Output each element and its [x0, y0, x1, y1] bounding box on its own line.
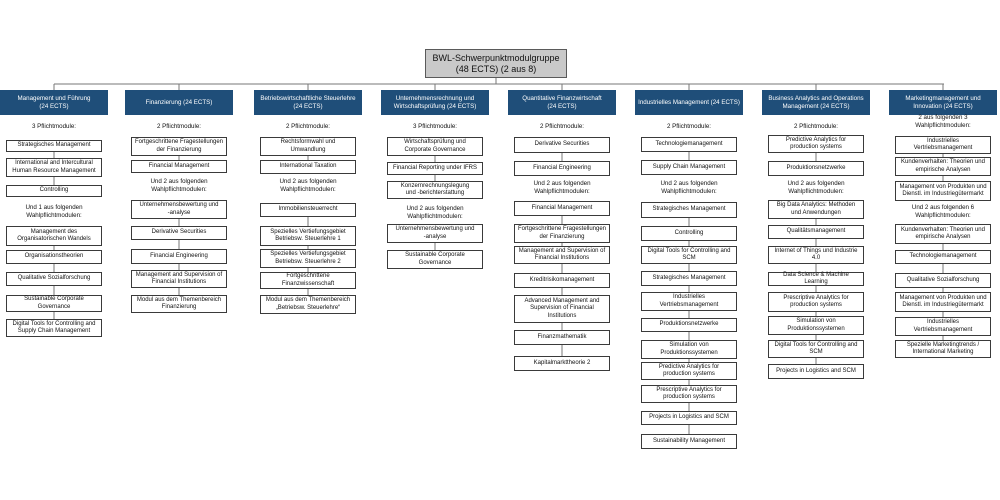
- module-box: Technologiemanagement: [641, 137, 737, 152]
- module-group-label: 2 aus folgenden 3 Wahlpflichtmodulen:: [915, 114, 971, 129]
- module-box: Industrielles Vertriebsmanagement: [641, 292, 737, 311]
- module-box: Organisationstheorien: [6, 250, 102, 264]
- module-box: Fortgeschrittene Fragestellungen der Finanzierung: [514, 224, 610, 243]
- root-title: BWL-Schwerpunktmodulgruppe: [432, 52, 560, 63]
- column-header: Management und Führung (24 ECTS): [0, 90, 108, 115]
- module-box: Wirtschaftsprüfung und Corporate Governance: [387, 137, 483, 156]
- module-box: Projects in Logistics and SCM: [768, 364, 864, 379]
- module-box: Fortgeschrittene Fragestellungen der Finanzierung: [131, 137, 227, 156]
- column-3: [254, 90, 362, 311]
- module-group-label: Und 2 aus folgenden Wahlpflichtmodulen:: [406, 205, 464, 220]
- module-box: Management von Produkten und Dienstl. im Industriegütermarkt: [895, 181, 991, 201]
- module-box: Management and Supervision of Financial Institutions: [514, 246, 610, 264]
- module-box: Produktionsnetzwerke: [768, 161, 864, 176]
- module-box: Technologiemanagement: [895, 250, 991, 264]
- module-box: Qualitätsmanagement: [768, 225, 864, 239]
- module-box: Spezielle Marketingtrends / International Marketing: [895, 340, 991, 358]
- module-box: Produktionsnetzwerke: [641, 318, 737, 332]
- module-group-label: Und 2 aus folgenden Wahlpflichtmodulen:: [279, 178, 337, 193]
- module-box: International and Intercultural Human Resource Management: [6, 158, 102, 177]
- module-group-label: Und 2 aus folgenden Wahlpflichtmodulen:: [150, 178, 208, 193]
- module-group-label: 2 Pflichtmodule:: [285, 123, 331, 130]
- module-box: Financial Engineering: [131, 249, 227, 264]
- module-box: Projects in Logistics and SCM: [641, 411, 737, 425]
- module-box: Kapitalmarkttheorie 2: [514, 356, 610, 371]
- module-box: Digital Tools for Controlling and Supply Chain Management: [6, 319, 102, 337]
- module-box: Modul aus dem Themenbereich „Betriebsw. Steuerlehre“: [260, 295, 356, 314]
- module-box: Sustainable Corporate Governance: [387, 250, 483, 269]
- column-5: [508, 90, 616, 366]
- module-box: Modul aus dem Themenbereich Finanzierung: [131, 295, 227, 313]
- module-box: Industrielles Vertriebsmanagement: [895, 136, 991, 154]
- module-box: Financial Engineering: [514, 161, 610, 176]
- column-header: Business Analytics and Operations Management (24 ECTS): [762, 90, 870, 115]
- module-box: Unternehmensbewertung und -analyse: [387, 224, 483, 243]
- module-box: Supply Chain Management: [641, 160, 737, 175]
- root-node: [425, 49, 567, 78]
- module-box: Strategisches Management: [6, 140, 102, 152]
- module-box: Big Data Analytics: Methoden und Anwendungen: [768, 200, 864, 219]
- module-group-label: 2 Pflichtmodule:: [793, 123, 839, 130]
- module-box: Unternehmensbewertung und -analyse: [131, 200, 227, 219]
- module-box: Konzernrechnungslegung und -berichterstattung: [387, 181, 483, 199]
- module-box: Management von Produkten und Dienstl. im Industriegütermarkt: [895, 292, 991, 312]
- module-group-label: Und 2 aus folgenden 6 Wahlpflichtmodulen:: [911, 204, 975, 219]
- module-group-label: Und 1 aus folgenden Wahlpflichtmodulen:: [25, 204, 83, 219]
- module-box: Financial Management: [514, 201, 610, 216]
- module-box: Data Science & Machine Learning: [768, 272, 864, 286]
- module-box: Financial Management: [131, 160, 227, 173]
- module-box: Management des Organisatorischen Wandels: [6, 226, 102, 246]
- module-box: Digital Tools for Controlling and SCM: [641, 246, 737, 264]
- module-box: Predictive Analytics for production systems: [768, 135, 864, 153]
- column-1: [0, 90, 108, 334]
- module-box: Internet of Things und Industrie 4.0: [768, 246, 864, 264]
- module-box: Rechtsformwahl und Umwandlung: [260, 137, 356, 156]
- module-box: Kundenverhalten: Theorien und empirische Analysen: [895, 157, 991, 176]
- module-box: Industrielles Vertriebsmanagement: [895, 317, 991, 336]
- column-2: [125, 90, 233, 310]
- module-box: Advanced Management and Supervision of Financial Institutions: [514, 295, 610, 323]
- column-header: Unternehmensrechnung und Wirtschaftsprüfung (24 ECTS): [381, 90, 489, 115]
- module-box: Strategisches Management: [641, 271, 737, 286]
- module-box: Strategisches Management: [641, 202, 737, 218]
- column-7: [762, 90, 870, 374]
- module-box: Sustainable Corporate Governance: [6, 295, 102, 312]
- column-6: [635, 90, 743, 444]
- module-box: Predictive Analytics for production systems: [641, 362, 737, 380]
- module-group-label: Und 2 aus folgenden Wahlpflichtmodulen:: [660, 180, 718, 195]
- module-box: Immobiliensteuerrecht: [260, 203, 356, 217]
- module-box: Finanzmathematik: [514, 330, 610, 345]
- module-box: Sustainability Management: [641, 434, 737, 449]
- module-box: Fortgeschrittene Finanzwissenschaft: [260, 272, 356, 289]
- module-box: International Taxation: [260, 160, 356, 174]
- module-box: Controlling: [641, 226, 737, 241]
- column-header: Industrielles Management (24 ECTS): [635, 90, 743, 115]
- module-box: Spezielles Vertiefungsgebiet Betriebsw. Steuerlehre 2: [260, 249, 356, 268]
- root-subtitle: (48 ECTS) (2 aus 8): [455, 63, 537, 74]
- column-header: Finanzierung (24 ECTS): [125, 90, 233, 115]
- module-group-label: 2 Pflichtmodule:: [666, 123, 712, 130]
- module-box: Simulation von Produktionssystemen: [641, 340, 737, 359]
- module-box: Prescriptive Analytics for production systems: [768, 292, 864, 312]
- module-group-label: 2 Pflichtmodule:: [156, 123, 202, 130]
- module-box: Derivative Securities: [131, 226, 227, 240]
- module-group-label: Und 2 aus folgenden Wahlpflichtmodulen:: [533, 180, 591, 195]
- module-group-label: 2 Pflichtmodule:: [539, 123, 585, 130]
- module-box: Qualitative Sozialforschung: [895, 273, 991, 288]
- module-group-label: 3 Pflichtmodule:: [412, 123, 458, 130]
- module-group-label: 3 Pflichtmodule:: [31, 123, 77, 130]
- column-header: Marketingmanagement und Innovation (24 ECTS): [889, 90, 997, 115]
- module-box: Qualitative Sozialforschung: [6, 272, 102, 286]
- module-box: Prescriptive Analytics for production systems: [641, 385, 737, 403]
- module-box: Simulation von Produktionssystemen: [768, 316, 864, 335]
- module-box: Kreditrisikomanagement: [514, 273, 610, 288]
- module-box: Controlling: [6, 185, 102, 197]
- module-box: Spezielles Vertiefungsgebiet Betriebsw. Steuerlehre 1: [260, 226, 356, 246]
- module-group-label: Und 2 aus folgenden Wahlpflichtmodulen:: [787, 180, 845, 195]
- module-box: Management and Supervision of Financial Institutions: [131, 270, 227, 288]
- module-box: Derivative Securities: [514, 137, 610, 153]
- module-box: Digital Tools for Controlling and SCM: [768, 340, 864, 358]
- module-box: Kundenverhalten: Theorien und empirische Analysen: [895, 224, 991, 244]
- column-header: Betriebswirtschaftliche Steuerlehre (24 ECTS): [254, 90, 362, 115]
- module-box: Financial Reporting under IFRS: [387, 162, 483, 175]
- column-header: Quantitative Finanzwirtschaft (24 ECTS): [508, 90, 616, 115]
- column-8: [889, 90, 997, 355]
- column-4: [381, 90, 489, 266]
